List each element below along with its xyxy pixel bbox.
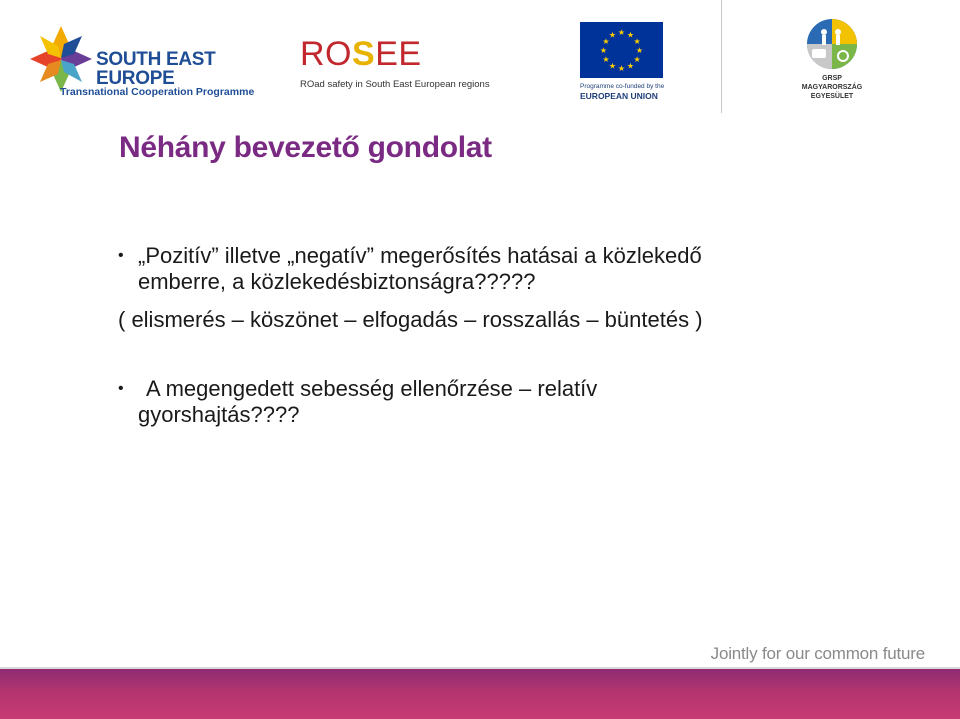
grsp-badge-icon [798,16,866,72]
bullet-item-speed-control [118,376,878,428]
svg-text:★: ★ [599,46,608,55]
eu-caption-line1: Programme co-funded by the [580,83,665,90]
svg-text:★: ★ [633,55,641,64]
see-flower-icon [28,24,94,94]
svg-text:★: ★ [626,61,635,71]
see-logo-subtitle: Transnational Cooperation Programme [60,86,255,98]
svg-text:★: ★ [617,64,626,73]
svg-text:★: ★ [635,46,644,55]
see-logo-title [96,50,215,88]
svg-text:★: ★ [608,61,617,71]
grsp-logo [796,16,868,106]
grsp-caption-line3: EGYESÜLET [810,93,854,100]
grsp-caption-line1: GRSP [822,75,842,82]
eu-flag-icon [580,22,663,78]
reinforcement-scale-text: ( elismerés – köszönet – elfogadás – rosszallás – büntetés ) [118,307,703,332]
eu-caption-line2: EUROPEAN UNION [580,91,658,101]
rosee-logo [300,36,500,96]
see-logo-line1: SOUTH EAST [96,49,216,70]
rosee-word-start: RO [300,35,352,73]
bullet-dot-icon: • [118,380,124,397]
svg-text:★: ★ [602,37,610,46]
svg-text:★: ★ [608,30,617,40]
bullet2-line1: A megengedett sebesség ellenőrzése – relatív [146,376,598,401]
rosee-logo-subtitle: ROad safety in South East European regions [300,79,490,90]
bullet2-line2: gyorshajtás???? [138,402,300,427]
svg-text:★: ★ [602,55,610,64]
page-title: Néhány bevezető gondolat [119,131,492,164]
eu-stars-icon [580,22,663,78]
see-logo-line2: EUROPE [96,68,175,89]
grsp-caption [796,74,868,101]
bullet1-line2: emberre, a közlekedésbiztonságra????? [138,269,536,294]
rosee-word-swoosh: S [352,35,376,73]
bullet-item-reinforcement [118,243,878,295]
bullet-dot-icon: • [118,247,124,264]
svg-text:★: ★ [633,37,641,46]
south-east-europe-logo [28,20,255,102]
eu-logo [580,22,664,102]
bullet1-line1: „Pozitív” illetve „negatív” megerősítés hatásai a közlekedő [138,243,702,268]
footer-slogan: Jointly for our common future [710,644,925,663]
footer-bar [0,669,960,719]
rosee-wordmark [300,36,422,72]
rosee-word-end: EE [375,35,422,73]
svg-text:★: ★ [617,28,626,37]
svg-text:★: ★ [626,30,635,40]
grsp-caption-line2: MAGYARORSZÁG [801,84,863,91]
header-divider [721,0,722,113]
